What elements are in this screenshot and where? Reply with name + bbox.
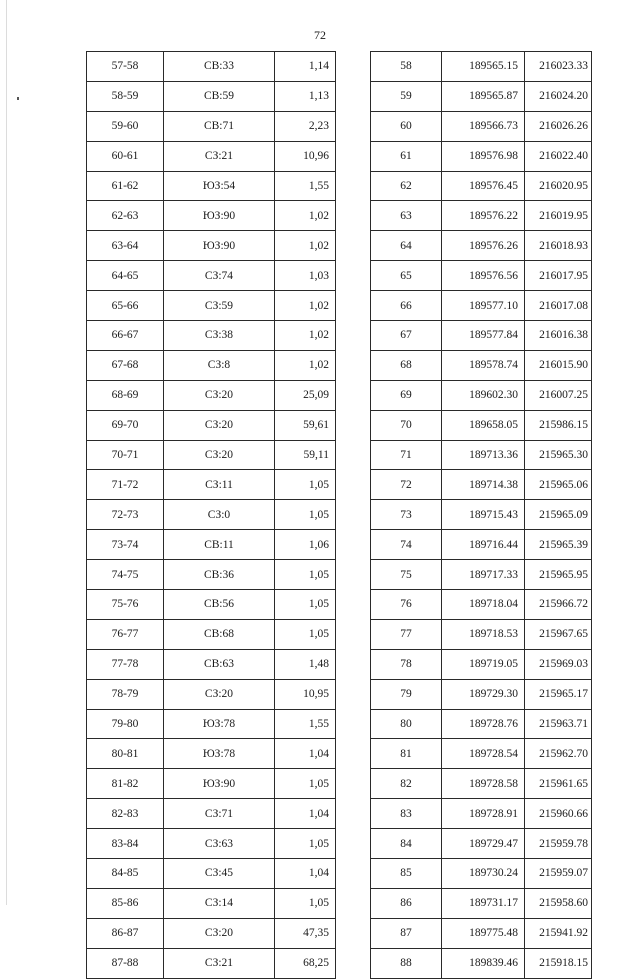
segment-bearing-cell: СЗ:59: [164, 291, 275, 321]
coordinate-point-cell: 70: [371, 410, 442, 440]
segment-segment-cell: 73-74: [87, 530, 164, 560]
coordinate-x-cell: 189719.05: [442, 649, 525, 679]
coordinate-x-cell: 189576.56: [442, 261, 525, 291]
segments-table: [86, 51, 382, 979]
segment-segment-cell: 64-65: [87, 261, 164, 291]
segment-segment-cell: 86-87: [87, 918, 164, 948]
coordinate-y-cell: 215969.03: [525, 649, 592, 679]
segment-length-cell: 10,95: [275, 679, 336, 709]
segment-length-cell: 59,61: [275, 410, 336, 440]
coordinate-point-cell: 69: [371, 380, 442, 410]
segment-bearing-cell: СЗ:11: [164, 470, 275, 500]
coordinate-x-cell: 189728.58: [442, 769, 525, 799]
segment-row: [87, 888, 383, 918]
coordinate-x-cell: 189577.10: [442, 291, 525, 321]
segment-length-cell: 1,06: [275, 530, 336, 560]
coordinate-row: [371, 739, 592, 769]
coordinate-row: [371, 111, 592, 141]
coordinate-row: [371, 859, 592, 889]
segment-bearing-cell: СЗ:20: [164, 679, 275, 709]
coordinate-x-cell: 189576.22: [442, 201, 525, 231]
segment-row: [87, 948, 383, 978]
segment-bearing-cell: ЮЗ:54: [164, 171, 275, 201]
segment-length-cell: 1,05: [275, 619, 336, 649]
segment-bearing-cell: СВ:56: [164, 590, 275, 620]
coordinate-row: [371, 410, 592, 440]
coordinate-x-cell: 189713.36: [442, 440, 525, 470]
segment-segment-cell: 57-58: [87, 52, 164, 82]
segment-length-cell: 1,04: [275, 859, 336, 889]
coordinate-y-cell: 216016.38: [525, 321, 592, 351]
coordinate-row: [371, 141, 592, 171]
segment-bearing-cell: СВ:36: [164, 560, 275, 590]
segment-row: [87, 261, 383, 291]
segment-segment-cell: 85-86: [87, 888, 164, 918]
coordinate-point-cell: 82: [371, 769, 442, 799]
segment-length-cell: 68,25: [275, 948, 336, 978]
segment-length-cell: 1,05: [275, 888, 336, 918]
segment-bearing-cell: ЮЗ:90: [164, 231, 275, 261]
segment-length-cell: 1,04: [275, 739, 336, 769]
segment-length-cell: 1,02: [275, 201, 336, 231]
segment-segment-cell: 80-81: [87, 739, 164, 769]
segment-row: [87, 171, 383, 201]
segment-bearing-cell: СЗ:21: [164, 141, 275, 171]
page-number: 72: [314, 28, 326, 42]
segment-row: [87, 859, 383, 889]
coordinate-row: [371, 590, 592, 620]
segment-segment-cell: 69-70: [87, 410, 164, 440]
segment-row: [87, 111, 383, 141]
coordinate-row: [371, 81, 592, 111]
segment-row: [87, 739, 383, 769]
coordinates-table-body: [371, 52, 592, 979]
coordinate-point-cell: 60: [371, 111, 442, 141]
coordinate-row: [371, 171, 592, 201]
coordinate-point-cell: 75: [371, 560, 442, 590]
coordinate-point-cell: 88: [371, 948, 442, 978]
segment-bearing-cell: СВ:68: [164, 619, 275, 649]
segment-bearing-cell: СВ:33: [164, 52, 275, 82]
segment-bearing-cell: СЗ:20: [164, 440, 275, 470]
coordinate-y-cell: 216017.08: [525, 291, 592, 321]
coordinate-y-cell: 215986.15: [525, 410, 592, 440]
segment-segment-cell: 67-68: [87, 350, 164, 380]
coordinate-point-cell: 72: [371, 470, 442, 500]
segment-bearing-cell: СЗ:14: [164, 888, 275, 918]
segment-row: [87, 769, 383, 799]
segment-length-cell: 1,13: [275, 81, 336, 111]
segment-segment-cell: 87-88: [87, 948, 164, 978]
coordinate-point-cell: 83: [371, 799, 442, 829]
coordinate-row: [371, 709, 592, 739]
coordinate-y-cell: 215965.30: [525, 440, 592, 470]
segment-segment-cell: 63-64: [87, 231, 164, 261]
segment-segment-cell: 74-75: [87, 560, 164, 590]
coordinate-y-cell: 215958.60: [525, 888, 592, 918]
segment-length-cell: 1,02: [275, 231, 336, 261]
coordinate-y-cell: 215965.09: [525, 500, 592, 530]
segment-row: [87, 291, 383, 321]
coordinate-row: [371, 948, 592, 978]
segment-length-cell: 1,05: [275, 560, 336, 590]
coordinate-row: [371, 440, 592, 470]
coordinate-x-cell: 189718.04: [442, 590, 525, 620]
coordinate-x-cell: 189729.47: [442, 829, 525, 859]
segment-bearing-cell: СЗ:8: [164, 350, 275, 380]
segment-length-cell: 1,02: [275, 321, 336, 351]
coordinate-point-cell: 79: [371, 679, 442, 709]
segment-row: [87, 799, 383, 829]
coordinate-row: [371, 829, 592, 859]
coordinate-point-cell: 62: [371, 171, 442, 201]
coordinate-point-cell: 65: [371, 261, 442, 291]
coordinate-row: [371, 500, 592, 530]
coordinate-point-cell: 67: [371, 321, 442, 351]
coordinate-y-cell: 215962.70: [525, 739, 592, 769]
segment-bearing-cell: СЗ:20: [164, 410, 275, 440]
segment-segment-cell: 75-76: [87, 590, 164, 620]
coordinate-y-cell: 215965.95: [525, 560, 592, 590]
segment-length-cell: 1,55: [275, 709, 336, 739]
segment-length-cell: 1,48: [275, 649, 336, 679]
segment-segment-cell: 76-77: [87, 619, 164, 649]
coordinate-x-cell: 189728.54: [442, 739, 525, 769]
coordinate-y-cell: 215966.72: [525, 590, 592, 620]
coordinate-x-cell: 189565.87: [442, 81, 525, 111]
coordinate-x-cell: 189576.98: [442, 141, 525, 171]
coordinate-y-cell: 216017.95: [525, 261, 592, 291]
segment-row: [87, 201, 383, 231]
segment-bearing-cell: СВ:63: [164, 649, 275, 679]
coordinate-row: [371, 291, 592, 321]
segment-length-cell: 1,05: [275, 470, 336, 500]
coordinate-point-cell: 76: [371, 590, 442, 620]
coordinate-row: [371, 679, 592, 709]
segment-row: [87, 500, 383, 530]
segment-length-cell: 1,05: [275, 590, 336, 620]
segment-row: [87, 231, 383, 261]
coordinate-row: [371, 530, 592, 560]
segment-length-cell: 25,09: [275, 380, 336, 410]
coordinate-y-cell: 216023.33: [525, 52, 592, 82]
coordinate-x-cell: 189716.44: [442, 530, 525, 560]
segment-segment-cell: 72-73: [87, 500, 164, 530]
segment-bearing-cell: СВ:11: [164, 530, 275, 560]
coordinate-y-cell: 216018.93: [525, 231, 592, 261]
segment-bearing-cell: СЗ:71: [164, 799, 275, 829]
segment-segment-cell: 78-79: [87, 679, 164, 709]
coordinate-x-cell: 189718.53: [442, 619, 525, 649]
segment-segment-cell: 62-63: [87, 201, 164, 231]
coordinate-row: [371, 350, 592, 380]
segment-row: [87, 679, 383, 709]
segment-length-cell: 1,03: [275, 261, 336, 291]
segment-row: [87, 52, 383, 82]
coordinate-point-cell: 59: [371, 81, 442, 111]
segment-segment-cell: 79-80: [87, 709, 164, 739]
coordinate-x-cell: 189566.73: [442, 111, 525, 141]
coordinate-point-cell: 78: [371, 649, 442, 679]
segment-segment-cell: 61-62: [87, 171, 164, 201]
coordinate-row: [371, 231, 592, 261]
coordinate-row: [371, 769, 592, 799]
coordinate-x-cell: 189658.05: [442, 410, 525, 440]
segment-segment-cell: 58-59: [87, 81, 164, 111]
coordinate-point-cell: 80: [371, 709, 442, 739]
coordinate-x-cell: 189731.17: [442, 888, 525, 918]
segment-segment-cell: 60-61: [87, 141, 164, 171]
segment-segment-cell: 65-66: [87, 291, 164, 321]
coordinate-point-cell: 71: [371, 440, 442, 470]
segment-bearing-cell: СЗ:20: [164, 918, 275, 948]
coordinate-x-cell: 189839.46: [442, 948, 525, 978]
coordinate-row: [371, 321, 592, 351]
coordinate-row: [371, 799, 592, 829]
coordinate-x-cell: 189714.38: [442, 470, 525, 500]
segment-segment-cell: 83-84: [87, 829, 164, 859]
segment-row: [87, 560, 383, 590]
coordinate-y-cell: 216007.25: [525, 380, 592, 410]
segment-length-cell: 1,04: [275, 799, 336, 829]
coordinate-y-cell: 215959.07: [525, 859, 592, 889]
segment-bearing-cell: СЗ:63: [164, 829, 275, 859]
coordinate-point-cell: 84: [371, 829, 442, 859]
coordinate-x-cell: 189715.43: [442, 500, 525, 530]
coordinate-point-cell: 87: [371, 918, 442, 948]
segments-table-body: [87, 52, 383, 979]
segment-row: [87, 709, 383, 739]
coordinate-y-cell: 215967.65: [525, 619, 592, 649]
segment-bearing-cell: СВ:71: [164, 111, 275, 141]
segment-segment-cell: 70-71: [87, 440, 164, 470]
coordinate-y-cell: 216026.26: [525, 111, 592, 141]
segment-segment-cell: 77-78: [87, 649, 164, 679]
coordinate-point-cell: 58: [371, 52, 442, 82]
segment-row: [87, 918, 383, 948]
segment-segment-cell: 59-60: [87, 111, 164, 141]
coordinate-y-cell: 216020.95: [525, 171, 592, 201]
segment-length-cell: 47,35: [275, 918, 336, 948]
segment-bearing-cell: СЗ:38: [164, 321, 275, 351]
coordinate-x-cell: 189717.33: [442, 560, 525, 590]
segment-segment-cell: 71-72: [87, 470, 164, 500]
coordinate-point-cell: 64: [371, 231, 442, 261]
segment-length-cell: 10,96: [275, 141, 336, 171]
segment-length-cell: 1,05: [275, 500, 336, 530]
segment-length-cell: 59,11: [275, 440, 336, 470]
coordinate-y-cell: 215918.15: [525, 948, 592, 978]
segment-row: [87, 321, 383, 351]
coordinate-point-cell: 85: [371, 859, 442, 889]
coordinate-point-cell: 77: [371, 619, 442, 649]
segment-bearing-cell: ЮЗ:78: [164, 709, 275, 739]
segment-bearing-cell: ЮЗ:90: [164, 201, 275, 231]
segment-bearing-cell: СЗ:45: [164, 859, 275, 889]
segment-row: [87, 590, 383, 620]
segment-bearing-cell: СЗ:74: [164, 261, 275, 291]
coordinate-point-cell: 63: [371, 201, 442, 231]
coordinate-x-cell: 189728.91: [442, 799, 525, 829]
coordinate-row: [371, 619, 592, 649]
coordinate-row: [371, 888, 592, 918]
coordinate-point-cell: 61: [371, 141, 442, 171]
coordinate-x-cell: 189576.26: [442, 231, 525, 261]
coordinate-y-cell: 215963.71: [525, 709, 592, 739]
coordinate-row: [371, 560, 592, 590]
coordinate-y-cell: 215965.06: [525, 470, 592, 500]
segment-bearing-cell: ЮЗ:90: [164, 769, 275, 799]
coordinate-y-cell: 216019.95: [525, 201, 592, 231]
coordinate-x-cell: 189578.74: [442, 350, 525, 380]
segment-row: [87, 440, 383, 470]
segment-row: [87, 410, 383, 440]
coordinate-row: [371, 261, 592, 291]
coordinate-x-cell: 189728.76: [442, 709, 525, 739]
segment-bearing-cell: СЗ:0: [164, 500, 275, 530]
coordinate-row: [371, 52, 592, 82]
coordinate-point-cell: 73: [371, 500, 442, 530]
coordinate-x-cell: 189576.45: [442, 171, 525, 201]
coordinate-x-cell: 189565.15: [442, 52, 525, 82]
coordinate-point-cell: 68: [371, 350, 442, 380]
segment-bearing-cell: СЗ:20: [164, 380, 275, 410]
segment-length-cell: 2,23: [275, 111, 336, 141]
scan-edge-line: [6, 0, 7, 905]
coordinate-point-cell: 74: [371, 530, 442, 560]
coordinate-y-cell: 215965.17: [525, 679, 592, 709]
coordinate-y-cell: 216024.20: [525, 81, 592, 111]
coordinate-x-cell: 189729.30: [442, 679, 525, 709]
coordinate-y-cell: 215941.92: [525, 918, 592, 948]
coordinate-row: [371, 918, 592, 948]
coordinate-row: [371, 380, 592, 410]
coordinate-x-cell: 189730.24: [442, 859, 525, 889]
segment-row: [87, 619, 383, 649]
coordinate-row: [371, 470, 592, 500]
coordinate-row: [371, 201, 592, 231]
segment-segment-cell: 82-83: [87, 799, 164, 829]
segment-length-cell: 1,02: [275, 350, 336, 380]
coordinate-point-cell: 81: [371, 739, 442, 769]
coordinate-x-cell: 189775.48: [442, 918, 525, 948]
coordinate-x-cell: 189602.30: [442, 380, 525, 410]
segment-length-cell: 1,55: [275, 171, 336, 201]
segment-length-cell: 1,05: [275, 769, 336, 799]
segment-row: [87, 380, 383, 410]
segment-row: [87, 649, 383, 679]
coordinates-table: [370, 51, 592, 979]
segment-bearing-cell: СВ:59: [164, 81, 275, 111]
coordinate-y-cell: 215965.39: [525, 530, 592, 560]
segment-length-cell: 1,02: [275, 291, 336, 321]
coordinate-point-cell: 86: [371, 888, 442, 918]
coordinate-y-cell: 215960.66: [525, 799, 592, 829]
segment-bearing-cell: СЗ:21: [164, 948, 275, 978]
segment-row: [87, 81, 383, 111]
segment-length-cell: 1,14: [275, 52, 336, 82]
segment-segment-cell: 84-85: [87, 859, 164, 889]
segment-bearing-cell: ЮЗ:78: [164, 739, 275, 769]
segment-segment-cell: 81-82: [87, 769, 164, 799]
segment-row: [87, 470, 383, 500]
segment-row: [87, 141, 383, 171]
coordinate-x-cell: 189577.84: [442, 321, 525, 351]
coordinate-row: [371, 649, 592, 679]
scan-speck: [17, 97, 19, 100]
coordinate-y-cell: 215959.78: [525, 829, 592, 859]
segment-row: [87, 350, 383, 380]
segment-segment-cell: 66-67: [87, 321, 164, 351]
coordinate-y-cell: 216022.40: [525, 141, 592, 171]
segment-row: [87, 530, 383, 560]
coordinate-point-cell: 66: [371, 291, 442, 321]
segment-length-cell: 1,05: [275, 829, 336, 859]
segment-row: [87, 829, 383, 859]
segment-segment-cell: 68-69: [87, 380, 164, 410]
coordinate-y-cell: 215961.65: [525, 769, 592, 799]
coordinate-y-cell: 216015.90: [525, 350, 592, 380]
